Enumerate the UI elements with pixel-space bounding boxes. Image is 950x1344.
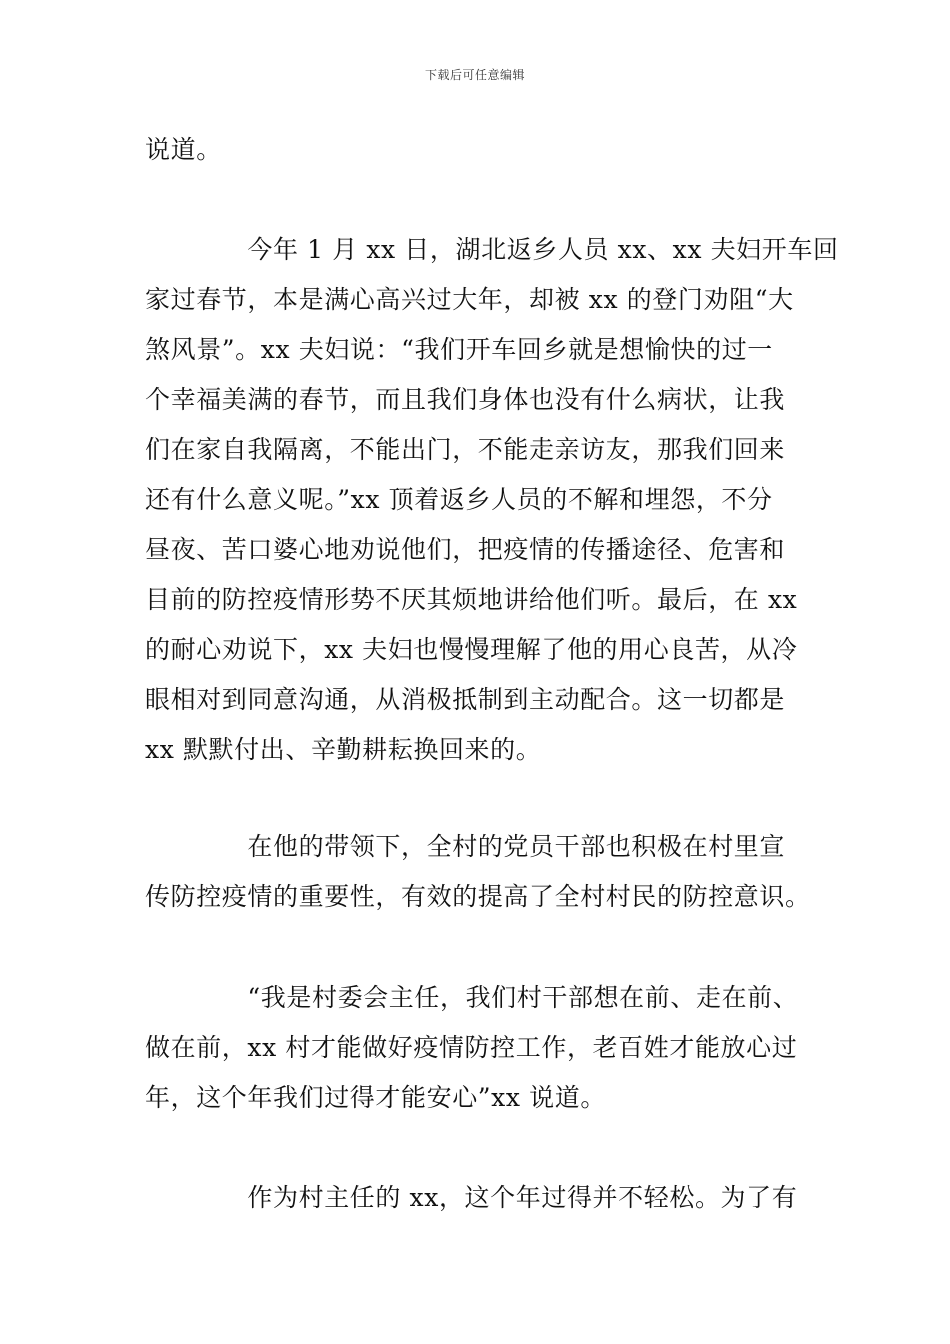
text-line: 在他的带领下，全村的党员干部也积极在村里宣 <box>145 832 786 861</box>
header-note: 下载后可任意编辑 <box>424 68 525 82</box>
text-line: “我是村委会主任，我们村干部想在前、走在前、 <box>145 983 799 1012</box>
text-line: xx 默默付出、辛勤耕耘换回来的。 <box>145 735 542 764</box>
text-line: 的耐心劝说下，xx 夫妇也慢慢理解了他的用心良苦，从冷 <box>145 635 798 664</box>
text-line: 昼夜、苦口婆心地劝说他们，把疫情的传播途径、危害和 <box>145 535 786 564</box>
text-line: 说道。 <box>145 135 222 164</box>
text-line: 家过春节，本是满心高兴过大年，却被 xx 的登门劝阻“大 <box>145 285 794 314</box>
text-line: 还有什么意义呢。”xx 顶着返乡人员的不解和埋怨，不分 <box>145 485 773 514</box>
text-line: 传防控疫情的重要性，有效的提高了全村村民的防控意识。 <box>145 882 811 911</box>
text-line: 个幸福美满的春节，而且我们身体也没有什么病状，让我 <box>145 385 786 414</box>
text-line: 目前的防控疫情形势不厌其烦地讲给他们听。最后，在 xx <box>145 585 798 614</box>
text-line: 们在家自我隔离，不能出门，不能走亲访友，那我们回来 <box>145 435 786 464</box>
text-line: 眼相对到同意沟通，从消极抵制到主动配合。这一切都是 <box>145 685 786 714</box>
text-line: 年，这个年我们过得才能安心”xx 说道。 <box>145 1083 606 1112</box>
text-line: 煞风景”。xx 夫妇说：“我们开车回乡就是想愉快的过一 <box>145 335 773 364</box>
text-line: 做在前，xx 村才能做好疫情防控工作，老百姓才能放心过 <box>145 1033 798 1062</box>
text-line: 今年 1 月 xx 日，湖北返乡人员 xx、xx 夫妇开车回 <box>145 235 839 264</box>
text-line: 作为村主任的 xx，这个年过得并不轻松。为了有 <box>145 1183 798 1212</box>
